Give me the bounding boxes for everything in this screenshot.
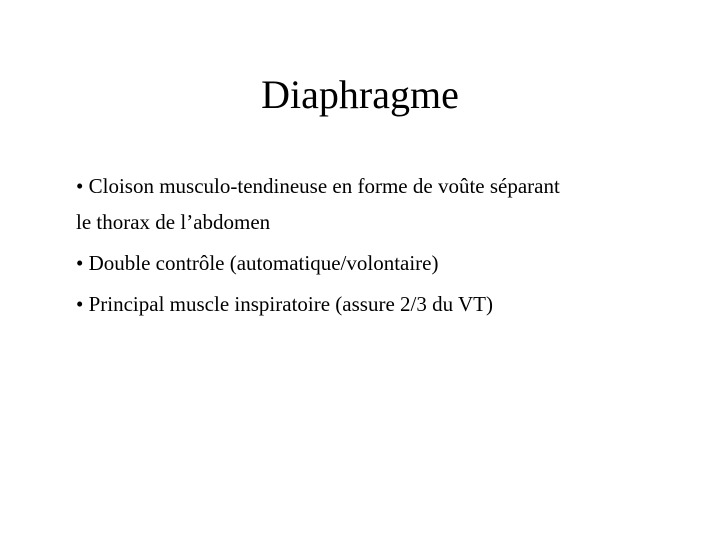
- bullet-text: Double contrôle (automatique/volontaire): [88, 251, 439, 275]
- bullet-text-end: ): [485, 292, 493, 316]
- slide-title: Diaphragme: [261, 72, 459, 117]
- bullet-symbol: •: [76, 174, 84, 198]
- bullet-item: [76, 168, 676, 240]
- bullet-symbol: •: [76, 251, 84, 275]
- bullet-text: Principal muscle inspiratoire (assure 2/3 du V: [88, 292, 474, 316]
- bullet-list: [76, 168, 676, 322]
- bullet-text: Cloison musculo-tendineuse en forme de voûte séparant: [88, 174, 560, 198]
- bullet-line: [76, 168, 676, 204]
- bullet-line: [76, 286, 676, 322]
- bullet-item: [76, 245, 676, 281]
- bullet-line: [76, 245, 676, 281]
- bullet-continuation-line: le thorax de l’abdomen: [76, 210, 271, 234]
- bullet-symbol: •: [76, 292, 84, 316]
- bullet-item: [76, 286, 676, 322]
- tidal-volume-mark: T: [473, 292, 486, 316]
